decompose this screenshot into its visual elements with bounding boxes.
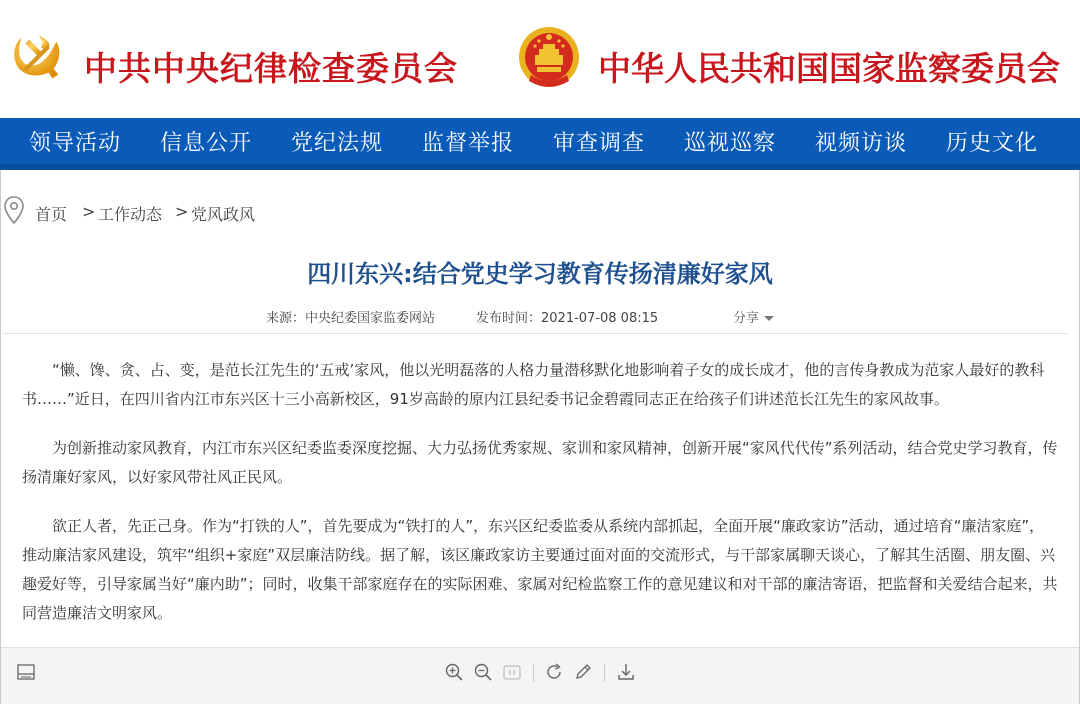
zoom-in-icon[interactable] [444,662,464,682]
article-paragraph: 为创新推动家风教育，内江市东兴区纪委监委深度挖掘、大力弘扬优秀家规、家训和家风精神，创新开展“家风代代传”系列活动，结合党史学习教育，传扬清廉好家风，以好家风带社风正民风。 [22,439,1058,486]
rotate-icon[interactable] [544,662,564,682]
article-publish-time: 发布时间：2021-07-08 08:15 [476,311,659,326]
zoom-out-icon[interactable] [473,662,493,682]
divider [2,333,1068,334]
annotate-pen-icon[interactable] [573,662,593,682]
nsc-title: 中华人民共和国国家监察委员会 [598,49,1060,88]
breadcrumb-party-style-link[interactable]: 党风政风 [191,205,256,224]
share-label: 分享 [733,311,760,326]
fit-page-icon[interactable] [502,662,522,682]
location-pin-icon [4,196,24,224]
article-title: 四川东兴:结合党史学习教育传扬清廉好家风 [307,260,773,288]
nav-item-history-culture[interactable]: 历史文化 [946,131,1039,156]
article-paragraph: 欲正人者，先正己身。作为“打铁的人”，首先要成为“铁打的人”，东兴区纪委监委从系统内部抓起，全面开展“廉政家访”活动，通过培育“廉洁家庭”，推动廉洁家风建设，筑牢“组织+家庭”双层廉洁防线。据了解，该区廉政家访主要通过面对面的交流形式，与干部家属聊天谈心，了解其生活圈、朋友圈、兴趣爱好等，引导家属当好“廉内助”；同时，收集干部家庭存在的实际困难、家属对纪检监察工作的意见建议和对干部的廉洁寄语，把监督和关爱结合起来，共同营造廉洁文明家风。 [22,517,1058,622]
article-source: 来源：中央纪委国家监委网站 [266,311,436,326]
nav-item-leadership[interactable]: 领导活动 [29,131,122,156]
toolbar-divider [533,664,534,682]
sidebar-toggle-icon[interactable] [16,662,36,682]
nav-item-supervision-report[interactable]: 监督举报 [422,131,515,156]
toolbar-divider [604,664,605,682]
site-header [0,0,1080,118]
breadcrumb-work-news-link[interactable]: 工作动态 [98,205,163,224]
nav-item-info-disclosure[interactable]: 信息公开 [160,131,253,156]
download-icon[interactable] [616,662,636,682]
breadcrumb-separator: > [175,202,189,221]
viewer-toolbar [1,647,1079,704]
breadcrumb-home-link[interactable]: 首页 [35,205,68,224]
ccdi-title: 中共中央纪律检查委员会 [84,49,458,88]
article-body [22,356,1058,648]
breadcrumb-separator: > [82,202,96,221]
article-paragraph: “懒、馋、贪、占、变，是范长江先生的‘五戒’家风，他以光明磊落的人格力量潜移默化地影响着子女的成长成才，他的言传身教成为范家人最好的教科书……”近日，在四川省内江市东兴区十三小高新校区，91岁高龄的原内江县纪委书记金碧霞同志正在给孩子们讲述范长江先生的家风故事。 [22,361,1045,408]
party-emblem-icon [8,30,66,88]
breadcrumb [0,196,1080,228]
nav-item-party-rules[interactable]: 党纪法规 [291,131,384,156]
national-emblem-icon [517,25,581,93]
nav-item-inspection[interactable]: 巡视巡察 [684,131,777,156]
chevron-down-icon [764,316,774,321]
nav-item-investigation[interactable]: 审查调查 [553,131,646,156]
main-nav [0,118,1080,170]
share-button[interactable] [733,307,774,326]
nav-item-video-interviews[interactable]: 视频访谈 [815,131,908,156]
